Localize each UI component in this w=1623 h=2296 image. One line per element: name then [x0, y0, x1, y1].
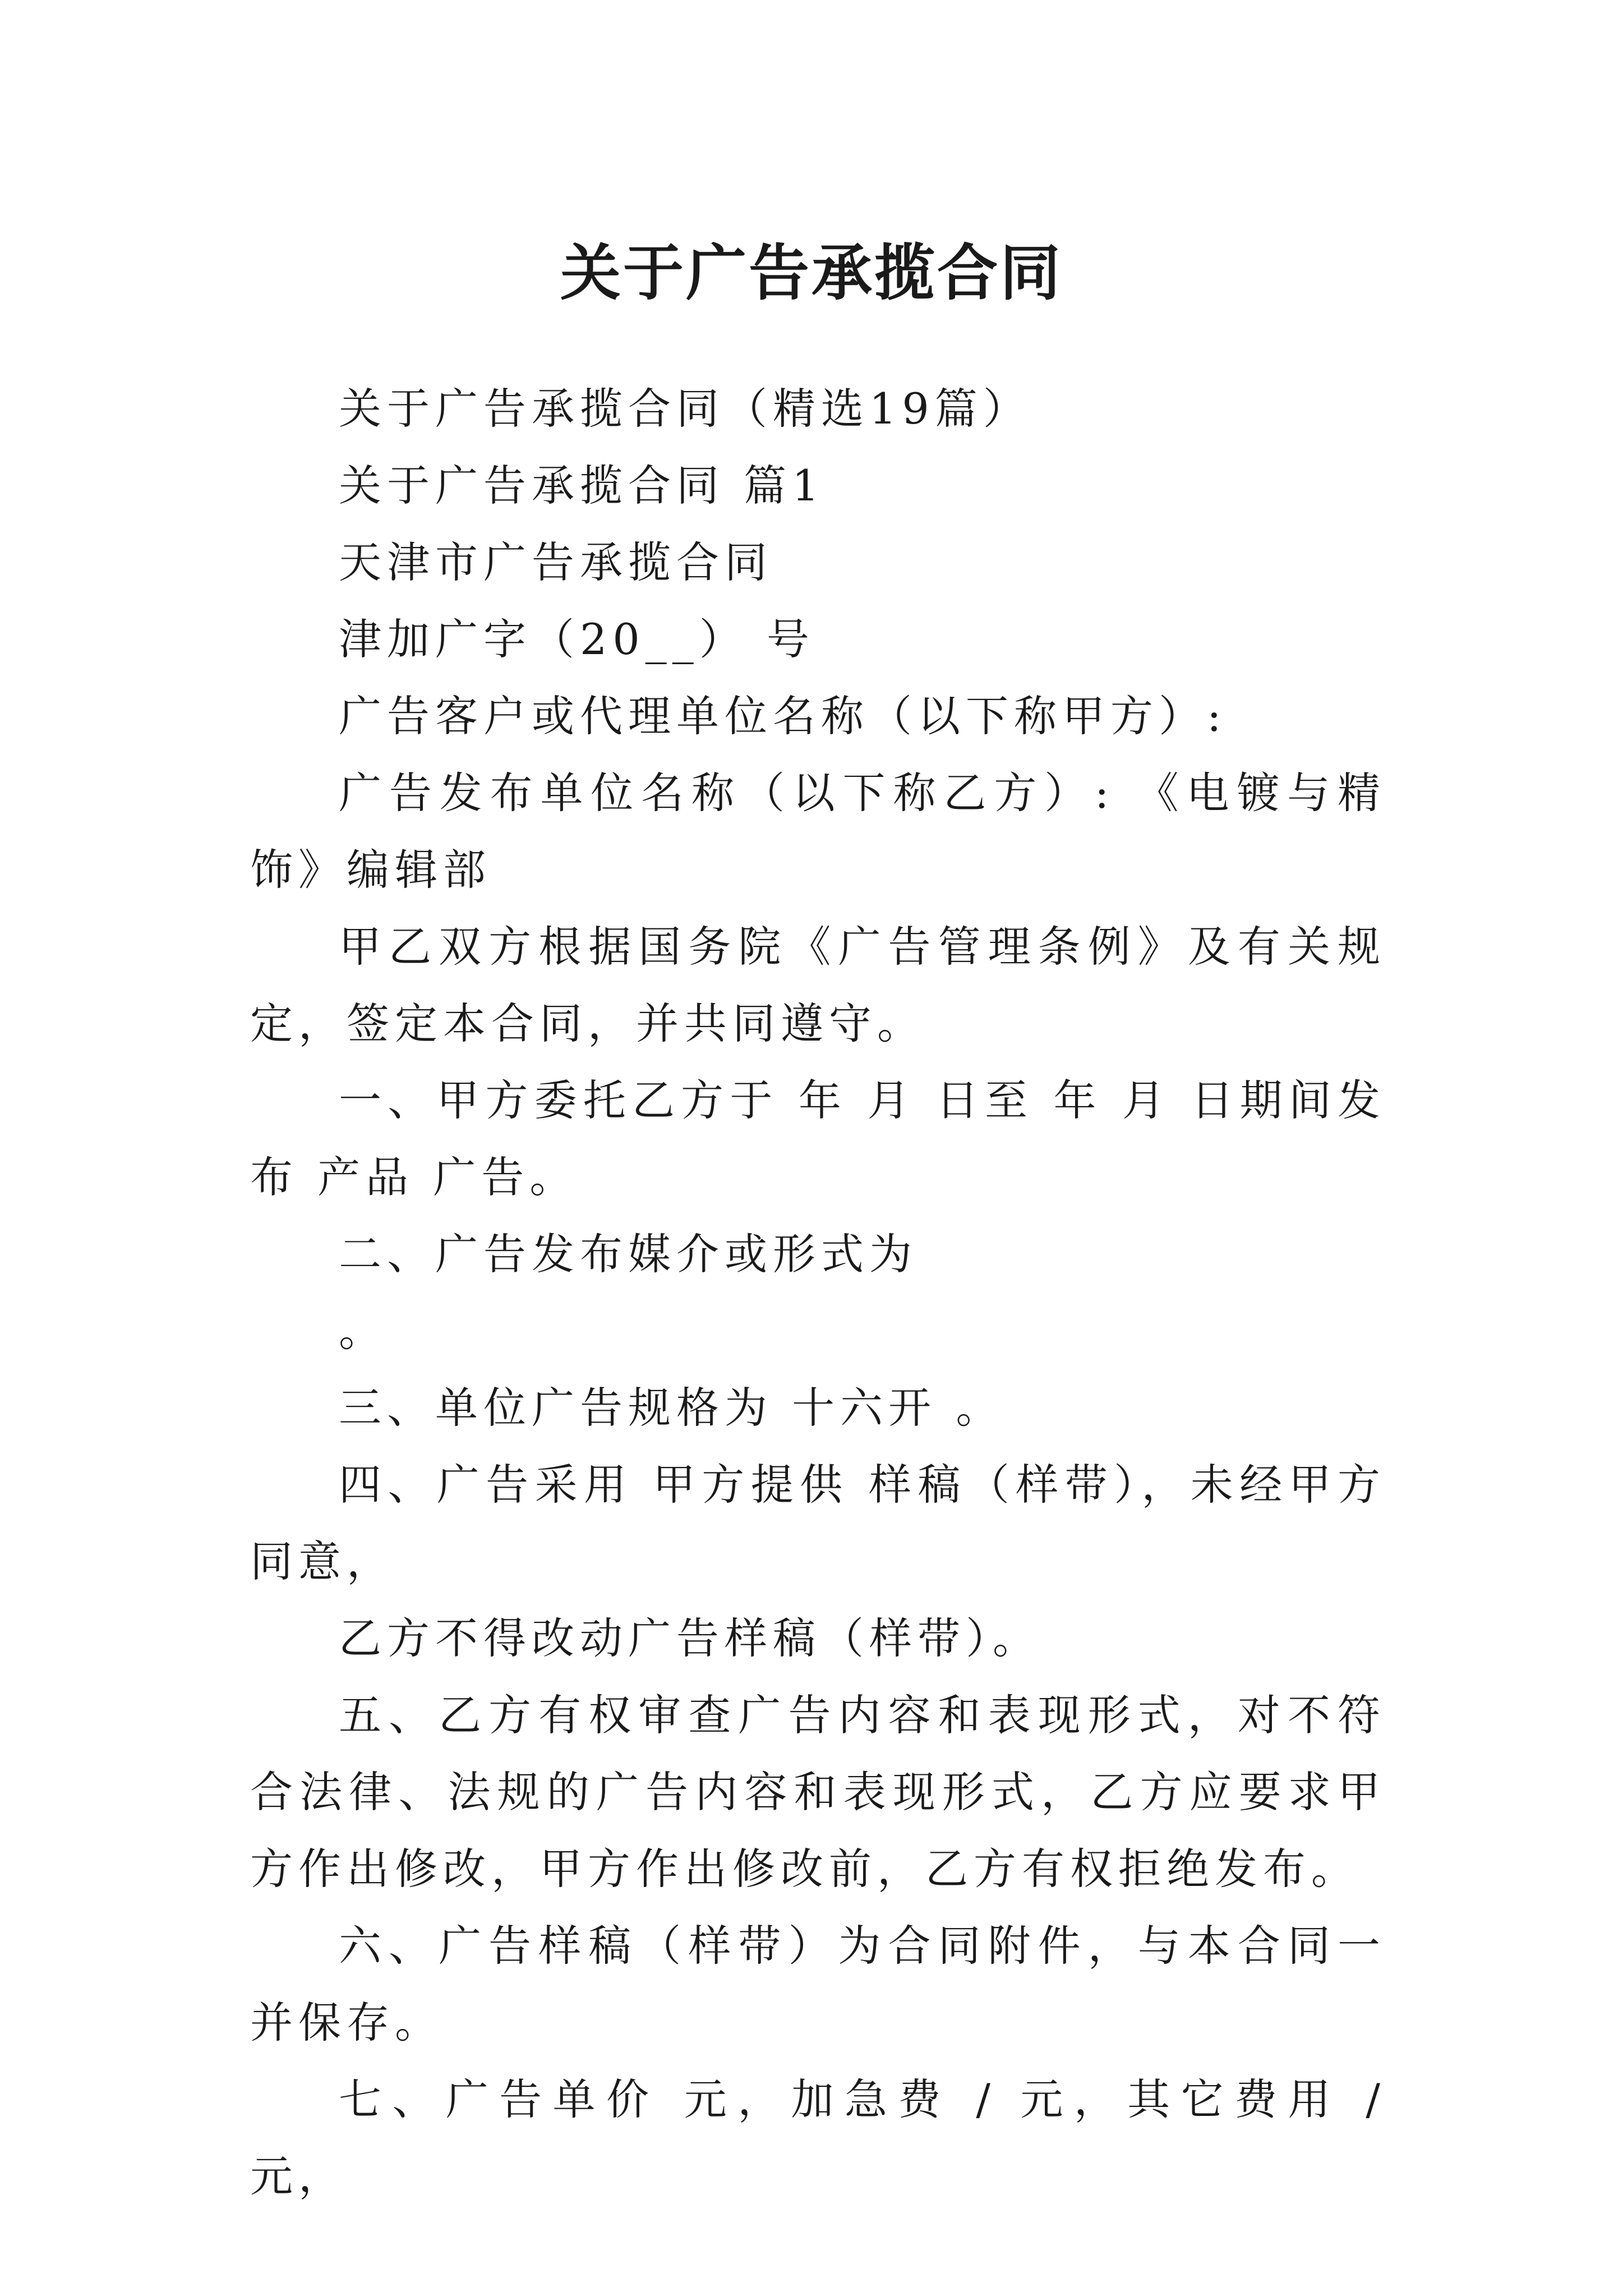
document-title: 关于广告承揽合同 — [560, 238, 1063, 309]
paragraph: 乙方不得改动广告样稿（样带）。 — [339, 1613, 1041, 1663]
paragraph: 广告发布单位名称（以下称乙方）: 《电镀与精饰》编辑部 — [250, 768, 1386, 895]
paragraph: 天津市广告承揽合同 — [339, 537, 773, 587]
paragraph: 一、甲方委托乙方于 年 月 日至 年 月 日期间发布 产品 广告。 — [250, 1075, 1386, 1202]
paragraph: 七、广告单价 元，加急费 / 元，其它费用 / 元， — [250, 2074, 1386, 2201]
paragraph: 津加广字（20__） 号 — [339, 614, 815, 664]
paragraph: 三、单位广告规格为 十六开 。 — [339, 1383, 1004, 1433]
paragraph: 关于广告承揽合同 篇1 — [339, 461, 825, 510]
paragraph: 甲乙双方根据国务院《广告管理条例》及有关规定，签定本合同，并共同遵守。 — [250, 922, 1386, 1048]
paragraph: 广告客户或代理单位名称（以下称甲方）: — [339, 691, 1227, 741]
paragraph: 。 — [339, 1306, 387, 1356]
paragraph: 二、广告发布媒介或形式为 — [339, 1229, 917, 1279]
paragraph: 关于广告承揽合同（精选19篇） — [339, 384, 1031, 434]
document-body — [250, 370, 1386, 2215]
paragraph: 四、广告采用 甲方提供 样稿（样带），未经甲方同意， — [250, 1460, 1386, 1586]
paragraph: 五、乙方有权审查广告内容和表现形式，对不符合法律、法规的广告内容和表现形式，乙方应要求甲方作出修改，甲方作出修改前，乙方有权拒绝发布。 — [250, 1690, 1386, 1894]
paragraph: 六、广告样稿（样带）为合同附件，与本合同一并保存。 — [250, 1921, 1386, 2047]
